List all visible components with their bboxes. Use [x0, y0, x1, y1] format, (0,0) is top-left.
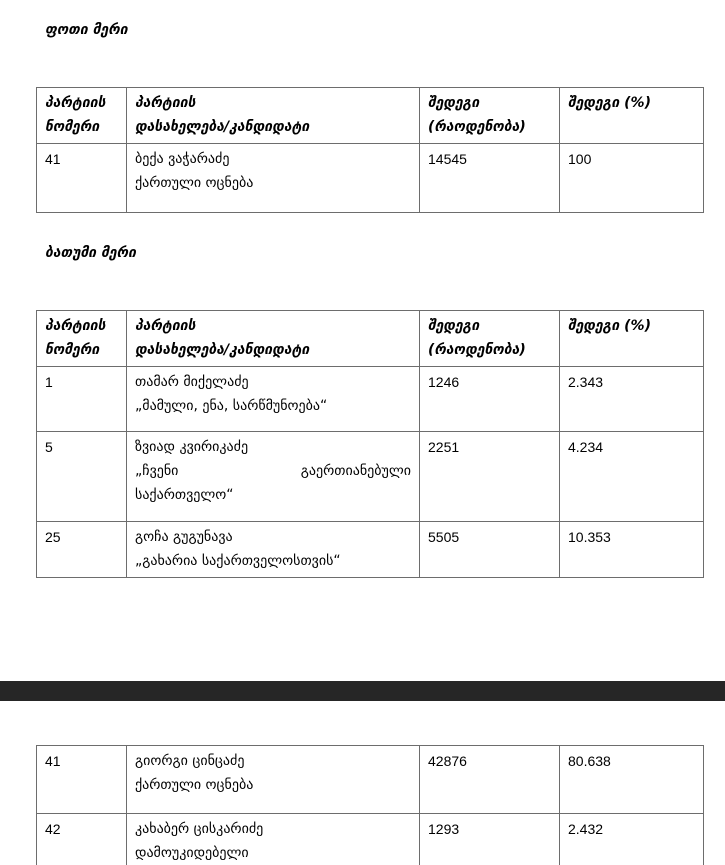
result-percent: 2.343: [560, 367, 704, 432]
document-page-2: [0, 701, 725, 865]
party-number: 41: [37, 746, 127, 814]
candidate-name: ზვიად კვირიკაძე: [135, 439, 249, 455]
candidate-cell: [127, 432, 420, 522]
party-number: 42: [37, 814, 127, 865]
table-row: [37, 814, 704, 865]
candidate-cell: [127, 746, 420, 814]
result-count: 1293: [420, 814, 560, 865]
candidate-name: კახაბერ ცისკარიძე: [135, 821, 264, 837]
party-name: „მამული, ენა, სარწმუნოება“: [135, 398, 328, 414]
table-header-row: [37, 88, 704, 144]
table-row: [37, 746, 704, 814]
header-percent: შედეგი (%): [560, 311, 704, 367]
table-row: [37, 144, 704, 213]
party-name: „გახარია საქართველოსთვის“: [135, 553, 341, 569]
header-count: შედეგი (რაოდენობა): [420, 88, 560, 144]
result-count: 5505: [420, 522, 560, 578]
section-title-poti: ფოთი მერი: [45, 22, 128, 38]
result-percent: 100: [560, 144, 704, 213]
candidate-cell: [127, 367, 420, 432]
result-percent: 4.234: [560, 432, 704, 522]
party-number: 41: [37, 144, 127, 213]
section-title-batumi: ბათუმი მერი: [45, 245, 137, 261]
result-count: 1246: [420, 367, 560, 432]
result-count: 14545: [420, 144, 560, 213]
party-number: 5: [37, 432, 127, 522]
party-number: 25: [37, 522, 127, 578]
table-row: [37, 432, 704, 522]
result-percent: 80.638: [560, 746, 704, 814]
header-number: პარტიის ნომერი: [37, 88, 127, 144]
party-number: 1: [37, 367, 127, 432]
candidate-cell: [127, 522, 420, 578]
party-name-line-2: საქართველო“: [135, 487, 234, 503]
party-name: ქართული ოცნება: [135, 175, 254, 191]
table-row: [37, 367, 704, 432]
poti-results-table: [36, 87, 704, 213]
result-percent: 2.432: [560, 814, 704, 865]
candidate-name: გიორგი ცინცაძე: [135, 753, 245, 769]
candidate-cell: [127, 144, 420, 213]
header-name: პარტიის დასახელება/კანდიდატი: [127, 311, 420, 367]
table-header-row: [37, 311, 704, 367]
next-results-table: [36, 745, 704, 865]
candidate-name: გოჩა გუგუნავა: [135, 529, 233, 545]
candidate-name: ბექა ვაჭარაძე: [135, 151, 230, 167]
result-count: 2251: [420, 432, 560, 522]
header-name: პარტიის დასახელება/კანდიდატი: [127, 88, 420, 144]
batumi-results-table: [36, 310, 704, 578]
header-number: პარტიის ნომერი: [37, 311, 127, 367]
header-count: შედეგი (რაოდენობა): [420, 311, 560, 367]
page-separator: [0, 681, 725, 701]
table-row: [37, 522, 704, 578]
result-percent: 10.353: [560, 522, 704, 578]
party-name: ქართული ოცნება: [135, 777, 254, 793]
candidate-name: თამარ მიქელაძე: [135, 374, 249, 390]
party-name-line-1: „ჩვენი გაერთიანებული: [135, 463, 411, 479]
candidate-cell: [127, 814, 420, 865]
party-name: დამოუკიდებელი: [135, 845, 249, 861]
header-percent: შედეგი (%): [560, 88, 704, 144]
result-count: 42876: [420, 746, 560, 814]
